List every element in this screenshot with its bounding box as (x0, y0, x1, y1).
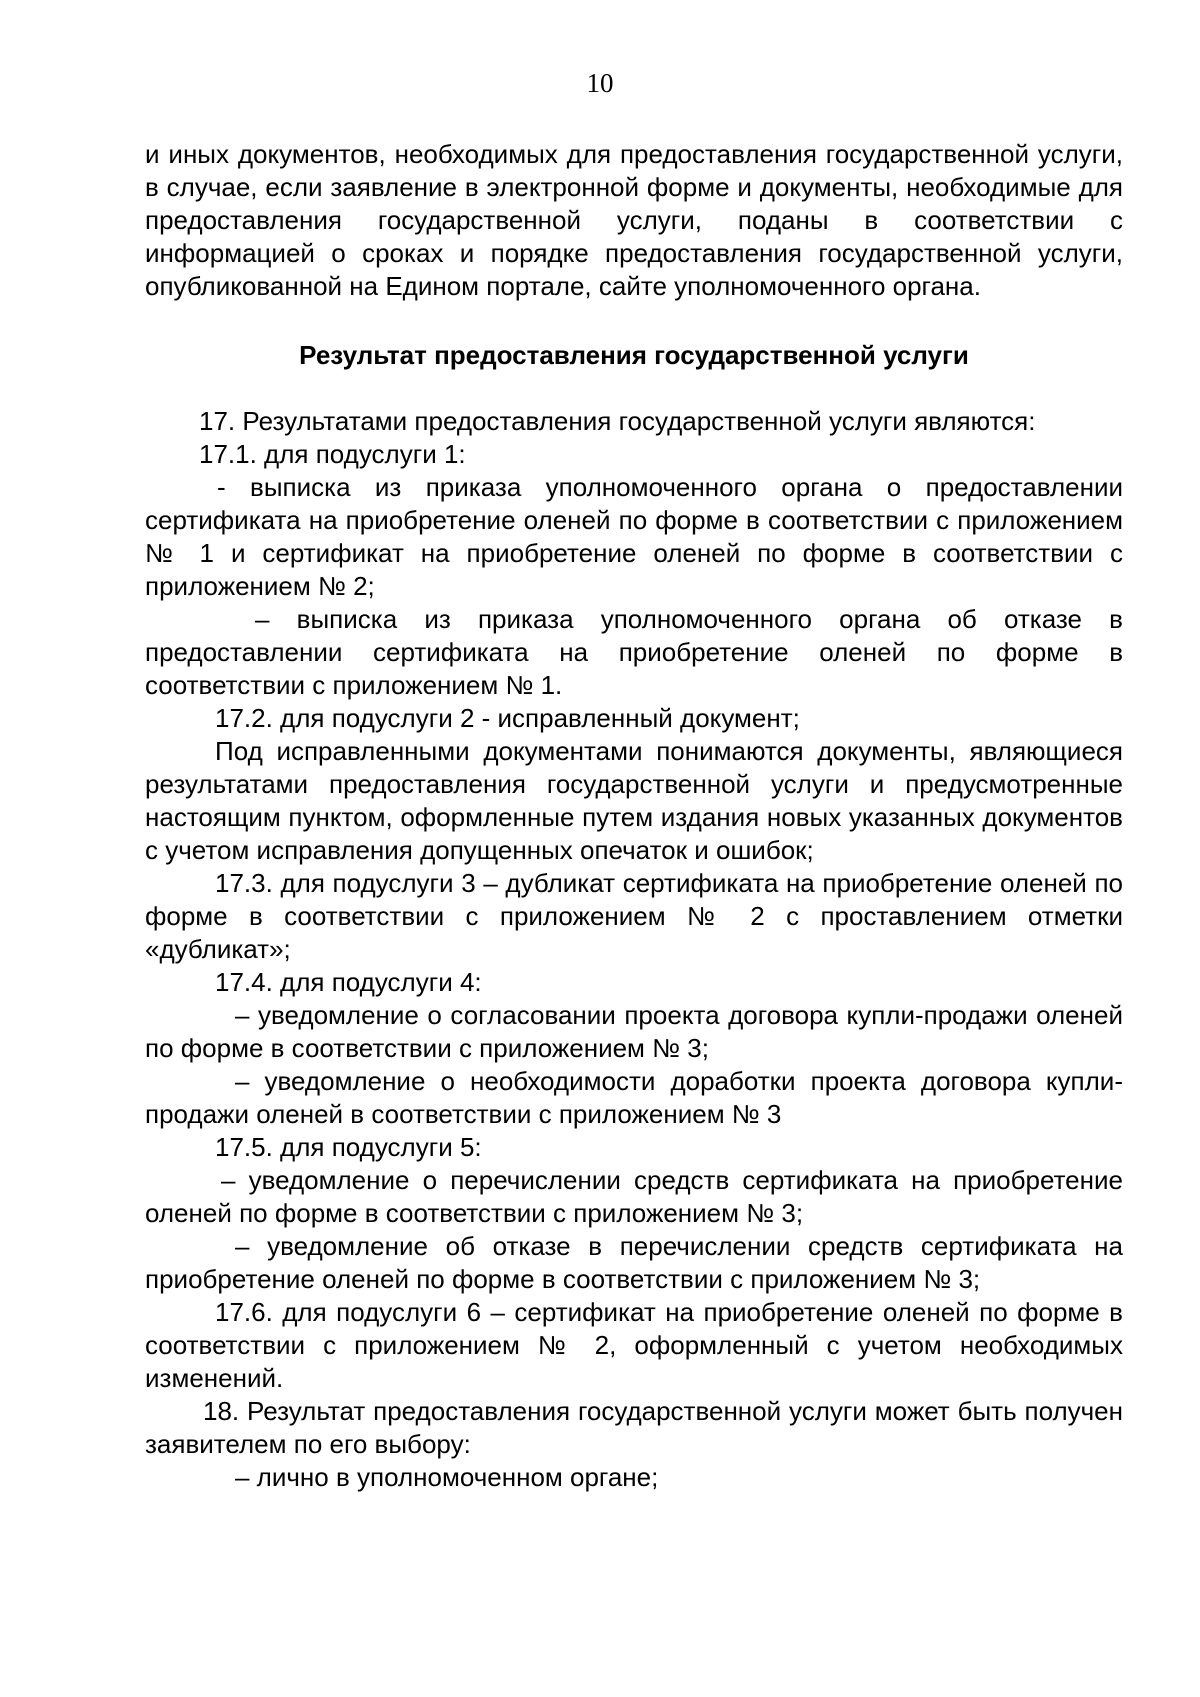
list-item-17-1-b: – выписка из приказа уполномоченного органа об отказе в предоставлении сертификата на приобретение оленей по форме в соответствии с приложением № 1. (145, 604, 1123, 700)
paragraph-17: 17. Результатами предоставления государственной услуги являются: (199, 406, 1036, 436)
list-item-17-1-a: - выписка из приказа уполномоченного органа о предоставлении сертификата на приобретение оленей по форме в соответствии с приложением № 1 и сертификат на приобретение оленей по форме в соответствии с приложением № 2; (145, 472, 1123, 601)
paragraph-17-2: 17.2. для подуслуги 2 - исправленный документ; (215, 703, 800, 733)
list-item-17-5-a: – уведомление о перечислении средств сертификата на приобретение оленей по форме в соответствии с приложением № 3; (145, 1165, 1123, 1228)
page-number: 10 (586, 68, 614, 98)
paragraph-17-5: 17.5. для подуслуги 5: (215, 1132, 482, 1162)
section-heading: Результат предоставления государственной услуги (299, 340, 969, 370)
paragraph-17-2-note: Под исправленными документами понимаются документы, являющиеся результатами предоставления государственной услуги и предусмотренные настоящим пунктом, оформленные путем издания новых указанных документов с учетом исправления допущенных опечаток и ошибок; (145, 736, 1123, 865)
list-item-17-4-a: – уведомление о согласовании проекта договора купли-продажи оленей по форме в соответствии с приложением № 3; (145, 1000, 1123, 1063)
paragraph-continuation: и иных документов, необходимых для предоставления государственной услуги, в случае, если заявление в электронной форме и документы, необходимые для предоставления государственной услуги, поданы в соответствии с информацией о сроках и порядке предоставления государственной услуги, опубликованной на Едином портале, сайте уполномоченного органа. (145, 139, 1123, 301)
paragraph-17-1: 17.1. для подуслуги 1: (199, 439, 466, 469)
paragraph-18: 18. Результат предоставления государственной услуги может быть получен заявителем по его выбору: (145, 1396, 1123, 1459)
document-body (145, 138, 1123, 1494)
list-item-17-4-b: – уведомление о необходимости доработки проекта договора купли-продажи оленей в соответствии с приложением № 3 (145, 1066, 1123, 1129)
list-item-18-a: – лично в уполномоченном органе; (235, 1462, 659, 1492)
paragraph-17-4: 17.4. для подуслуги 4: (215, 967, 482, 997)
paragraph-17-6: 17.6. для подуслуги 6 – сертификат на приобретение оленей по форме в соответствии с приложением № 2, оформленный с учетом необходимых изменений. (145, 1297, 1123, 1393)
list-item-17-5-b: – уведомление об отказе в перечислении средств сертификата на приобретение оленей по форме в соответствии с приложением № 3; (145, 1231, 1123, 1294)
paragraph-17-3: 17.3. для подуслуги 3 – дубликат сертификата на приобретение оленей по форме в соответствии с приложением № 2 с проставлением отметки «дубликат»; (145, 868, 1123, 964)
